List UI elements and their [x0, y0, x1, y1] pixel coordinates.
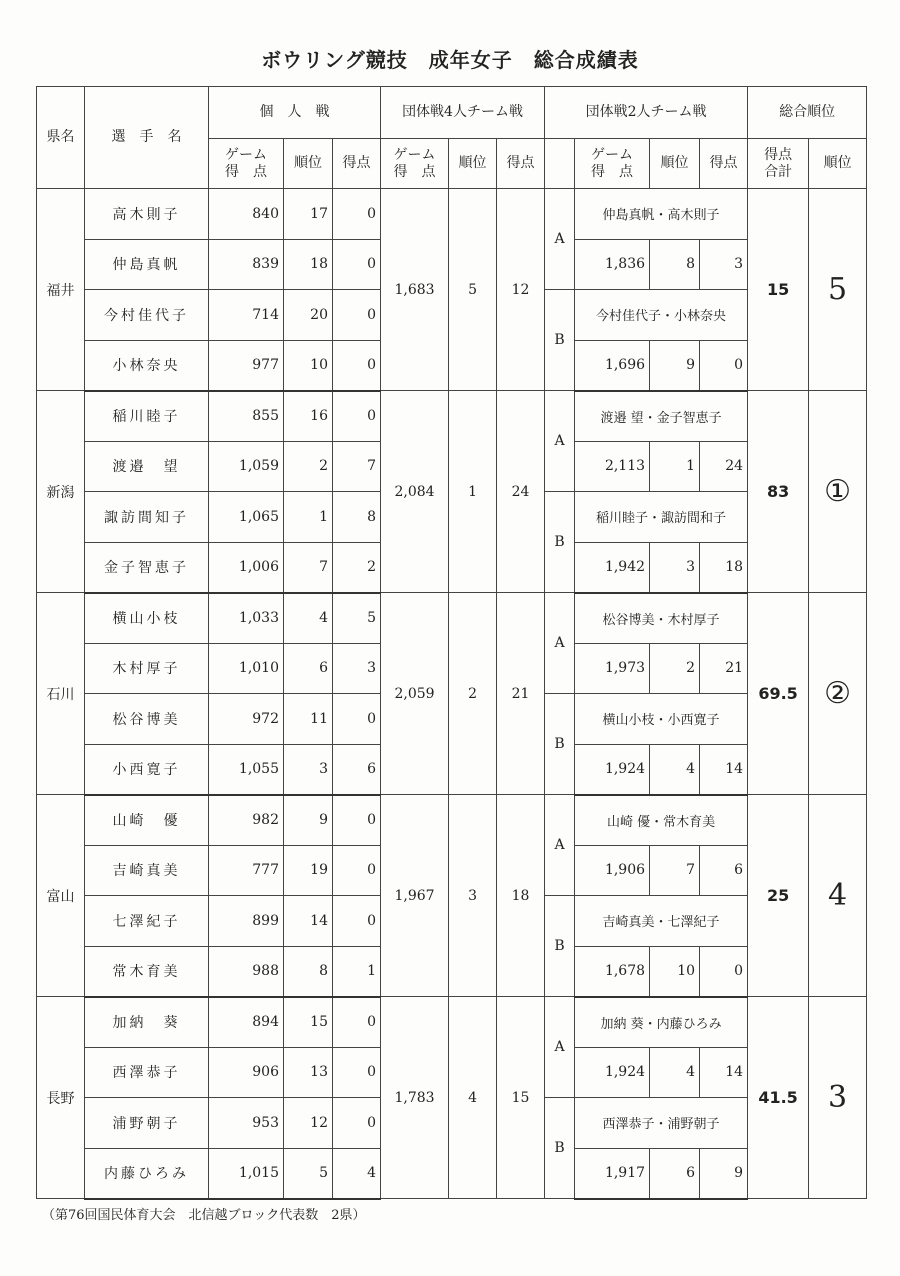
team2-score: 1,973 — [575, 643, 650, 694]
player-name: 吉崎真美 — [85, 845, 209, 896]
header-final-rank: 順位 — [809, 139, 867, 189]
player-name: 今村佳代子 — [85, 290, 209, 341]
team2-pair: 渡邉 望・金子智恵子 — [575, 391, 748, 442]
team4-points: 18 — [497, 795, 545, 997]
team4-score: 2,059 — [381, 593, 449, 795]
individual-rank: 2 — [284, 441, 333, 492]
team4-rank: 3 — [449, 795, 497, 997]
player-name: 金子智恵子 — [85, 542, 209, 593]
individual-score: 1,006 — [209, 542, 284, 593]
player-name: 内藤ひろみ — [85, 1148, 209, 1199]
team4-rank: 2 — [449, 593, 497, 795]
individual-points: 0 — [333, 845, 381, 896]
team2-score: 1,678 — [575, 946, 650, 997]
team2-points: 24 — [700, 441, 748, 492]
team4-rank: 5 — [449, 189, 497, 391]
team2-label: B — [545, 492, 575, 593]
individual-rank: 4 — [284, 593, 333, 644]
header-team4: 団体戦4人チーム戦 — [381, 87, 545, 139]
individual-score: 1,010 — [209, 643, 284, 694]
individual-points: 3 — [333, 643, 381, 694]
team2-rank: 1 — [650, 441, 700, 492]
individual-score: 855 — [209, 391, 284, 442]
header-individual: 個 人 戦 — [209, 87, 381, 139]
total-points: 25 — [748, 795, 809, 997]
team2-score: 1,906 — [575, 845, 650, 896]
header-team2-points: 得点 — [700, 139, 748, 189]
individual-rank: 20 — [284, 290, 333, 341]
footnote: （第76回国民体育大会 北信越ブロック代表数 2県） — [42, 1208, 366, 1223]
team2-label: B — [545, 1098, 575, 1199]
team2-pair: 稲川睦子・諏訪間和子 — [575, 492, 748, 543]
individual-rank: 19 — [284, 845, 333, 896]
header-team2-score: ゲーム 得 点 — [575, 139, 650, 189]
individual-points: 0 — [333, 1098, 381, 1149]
team4-score: 1,967 — [381, 795, 449, 997]
individual-rank: 1 — [284, 492, 333, 543]
team2-rank: 8 — [650, 239, 700, 290]
player-name: 渡邉 望 — [85, 441, 209, 492]
team2-score: 1,836 — [575, 239, 650, 290]
individual-points: 0 — [333, 290, 381, 341]
player-name: 加納 葵 — [85, 997, 209, 1048]
team2-label: A — [545, 189, 575, 290]
player-name: 浦野朝子 — [85, 1098, 209, 1149]
final-rank: 4 — [809, 795, 867, 997]
individual-points: 0 — [333, 694, 381, 745]
player-name: 西澤恭子 — [85, 1047, 209, 1098]
final-rank: ② — [809, 593, 867, 795]
team2-score: 1,917 — [575, 1148, 650, 1199]
individual-points: 5 — [333, 593, 381, 644]
individual-points: 0 — [333, 997, 381, 1048]
player-name: 常木育美 — [85, 946, 209, 997]
header-team2-label — [545, 139, 575, 189]
team4-rank: 1 — [449, 391, 497, 593]
team4-score: 1,683 — [381, 189, 449, 391]
individual-rank: 12 — [284, 1098, 333, 1149]
team2-score: 1,924 — [575, 1047, 650, 1098]
team2-points: 0 — [700, 340, 748, 391]
team2-rank: 3 — [650, 542, 700, 593]
team2-points: 9 — [700, 1148, 748, 1199]
pref-name: 長野 — [37, 997, 85, 1199]
individual-score: 899 — [209, 896, 284, 947]
individual-points: 0 — [333, 795, 381, 846]
player-name: 小西寛子 — [85, 744, 209, 795]
team2-rank: 9 — [650, 340, 700, 391]
player-name: 七澤紀子 — [85, 896, 209, 947]
table-row — [37, 391, 867, 442]
team2-rank: 6 — [650, 1148, 700, 1199]
team2-score: 1,942 — [575, 542, 650, 593]
individual-points: 1 — [333, 946, 381, 997]
team2-rank: 2 — [650, 643, 700, 694]
team2-label: A — [545, 391, 575, 492]
total-points: 69.5 — [748, 593, 809, 795]
individual-rank: 8 — [284, 946, 333, 997]
individual-score: 839 — [209, 239, 284, 290]
pref-name: 石川 — [37, 593, 85, 795]
individual-score: 982 — [209, 795, 284, 846]
individual-rank: 13 — [284, 1047, 333, 1098]
individual-points: 0 — [333, 896, 381, 947]
team2-rank: 10 — [650, 946, 700, 997]
team2-score: 2,113 — [575, 441, 650, 492]
individual-rank: 10 — [284, 340, 333, 391]
header-player: 選 手 名 — [85, 87, 209, 189]
player-name: 仲島真帆 — [85, 239, 209, 290]
team4-score: 1,783 — [381, 997, 449, 1199]
pref-name: 福井 — [37, 189, 85, 391]
individual-points: 0 — [333, 340, 381, 391]
individual-rank: 6 — [284, 643, 333, 694]
team2-pair: 加納 葵・内藤ひろみ — [575, 997, 748, 1048]
team4-rank: 4 — [449, 997, 497, 1199]
total-points: 41.5 — [748, 997, 809, 1199]
team2-label: A — [545, 997, 575, 1098]
pref-name: 富山 — [37, 795, 85, 997]
header-team2-rank: 順位 — [650, 139, 700, 189]
individual-points: 7 — [333, 441, 381, 492]
final-rank: ① — [809, 391, 867, 593]
player-name: 諏訪間知子 — [85, 492, 209, 543]
individual-rank: 16 — [284, 391, 333, 442]
pref-name: 新潟 — [37, 391, 85, 593]
team4-points: 24 — [497, 391, 545, 593]
header-team4-points: 得点 — [497, 139, 545, 189]
individual-rank: 9 — [284, 795, 333, 846]
final-rank: 3 — [809, 997, 867, 1199]
individual-rank: 7 — [284, 542, 333, 593]
header-pref: 県名 — [37, 87, 85, 189]
individual-score: 714 — [209, 290, 284, 341]
individual-points: 0 — [333, 1047, 381, 1098]
final-rank: 5 — [809, 189, 867, 391]
team2-rank: 7 — [650, 845, 700, 896]
individual-score: 777 — [209, 845, 284, 896]
team2-rank: 4 — [650, 1047, 700, 1098]
team2-pair: 西澤恭子・浦野朝子 — [575, 1098, 748, 1149]
table-row — [37, 795, 867, 846]
team2-rank: 4 — [650, 744, 700, 795]
team2-pair: 吉崎真美・七澤紀子 — [575, 896, 748, 947]
table-row — [37, 997, 867, 1048]
team2-label: B — [545, 290, 575, 391]
table-row — [37, 189, 867, 240]
team4-score: 2,084 — [381, 391, 449, 593]
individual-rank: 18 — [284, 239, 333, 290]
individual-points: 4 — [333, 1148, 381, 1199]
team2-points: 3 — [700, 239, 748, 290]
team2-label: B — [545, 694, 575, 795]
team4-points: 15 — [497, 997, 545, 1199]
total-points: 83 — [748, 391, 809, 593]
header-individual-score: ゲーム 得 点 — [209, 139, 284, 189]
individual-rank: 3 — [284, 744, 333, 795]
team2-points: 18 — [700, 542, 748, 593]
team2-points: 14 — [700, 744, 748, 795]
individual-points: 0 — [333, 189, 381, 240]
team2-points: 21 — [700, 643, 748, 694]
header-total: 得点 合計 — [748, 139, 809, 189]
individual-score: 953 — [209, 1098, 284, 1149]
team2-pair: 今村佳代子・小林奈央 — [575, 290, 748, 341]
team2-points: 0 — [700, 946, 748, 997]
individual-points: 6 — [333, 744, 381, 795]
team2-label: B — [545, 896, 575, 997]
individual-points: 8 — [333, 492, 381, 543]
team2-score: 1,696 — [575, 340, 650, 391]
individual-rank: 15 — [284, 997, 333, 1048]
team2-points: 14 — [700, 1047, 748, 1098]
individual-score: 977 — [209, 340, 284, 391]
player-name: 稲川睦子 — [85, 391, 209, 442]
individual-points: 0 — [333, 391, 381, 442]
individual-score: 840 — [209, 189, 284, 240]
player-name: 横山小枝 — [85, 593, 209, 644]
individual-score: 1,059 — [209, 441, 284, 492]
individual-points: 2 — [333, 542, 381, 593]
individual-score: 972 — [209, 694, 284, 745]
individual-score: 1,065 — [209, 492, 284, 543]
team2-pair: 仲島真帆・高木則子 — [575, 189, 748, 240]
player-name: 山崎 優 — [85, 795, 209, 846]
team2-pair: 松谷博美・木村厚子 — [575, 593, 748, 644]
player-name: 松谷博美 — [85, 694, 209, 745]
total-points: 15 — [748, 189, 809, 391]
header-team4-score: ゲーム 得 点 — [381, 139, 449, 189]
team2-label: A — [545, 795, 575, 896]
player-name: 高木則子 — [85, 189, 209, 240]
player-name: 木村厚子 — [85, 643, 209, 694]
player-name: 小林奈央 — [85, 340, 209, 391]
team2-score: 1,924 — [575, 744, 650, 795]
team2-pair: 山崎 優・常木育美 — [575, 795, 748, 846]
header-team2: 団体戦2人チーム戦 — [545, 87, 748, 139]
individual-rank: 14 — [284, 896, 333, 947]
results-table — [36, 86, 867, 1200]
header-overall: 総合順位 — [748, 87, 867, 139]
team2-points: 6 — [700, 845, 748, 896]
individual-rank: 5 — [284, 1148, 333, 1199]
individual-rank: 17 — [284, 189, 333, 240]
individual-score: 906 — [209, 1047, 284, 1098]
header-individual-rank: 順位 — [284, 139, 333, 189]
team2-label: A — [545, 593, 575, 694]
header-individual-points: 得点 — [333, 139, 381, 189]
individual-score: 894 — [209, 997, 284, 1048]
table-row — [37, 593, 867, 644]
header-team4-rank: 順位 — [449, 139, 497, 189]
team4-points: 21 — [497, 593, 545, 795]
page-title: ボウリング競技 成年女子 総合成績表 — [261, 48, 639, 72]
individual-rank: 11 — [284, 694, 333, 745]
team2-pair: 横山小枝・小西寛子 — [575, 694, 748, 745]
individual-score: 1,015 — [209, 1148, 284, 1199]
individual-score: 988 — [209, 946, 284, 997]
individual-score: 1,033 — [209, 593, 284, 644]
individual-score: 1,055 — [209, 744, 284, 795]
individual-points: 0 — [333, 239, 381, 290]
team4-points: 12 — [497, 189, 545, 391]
